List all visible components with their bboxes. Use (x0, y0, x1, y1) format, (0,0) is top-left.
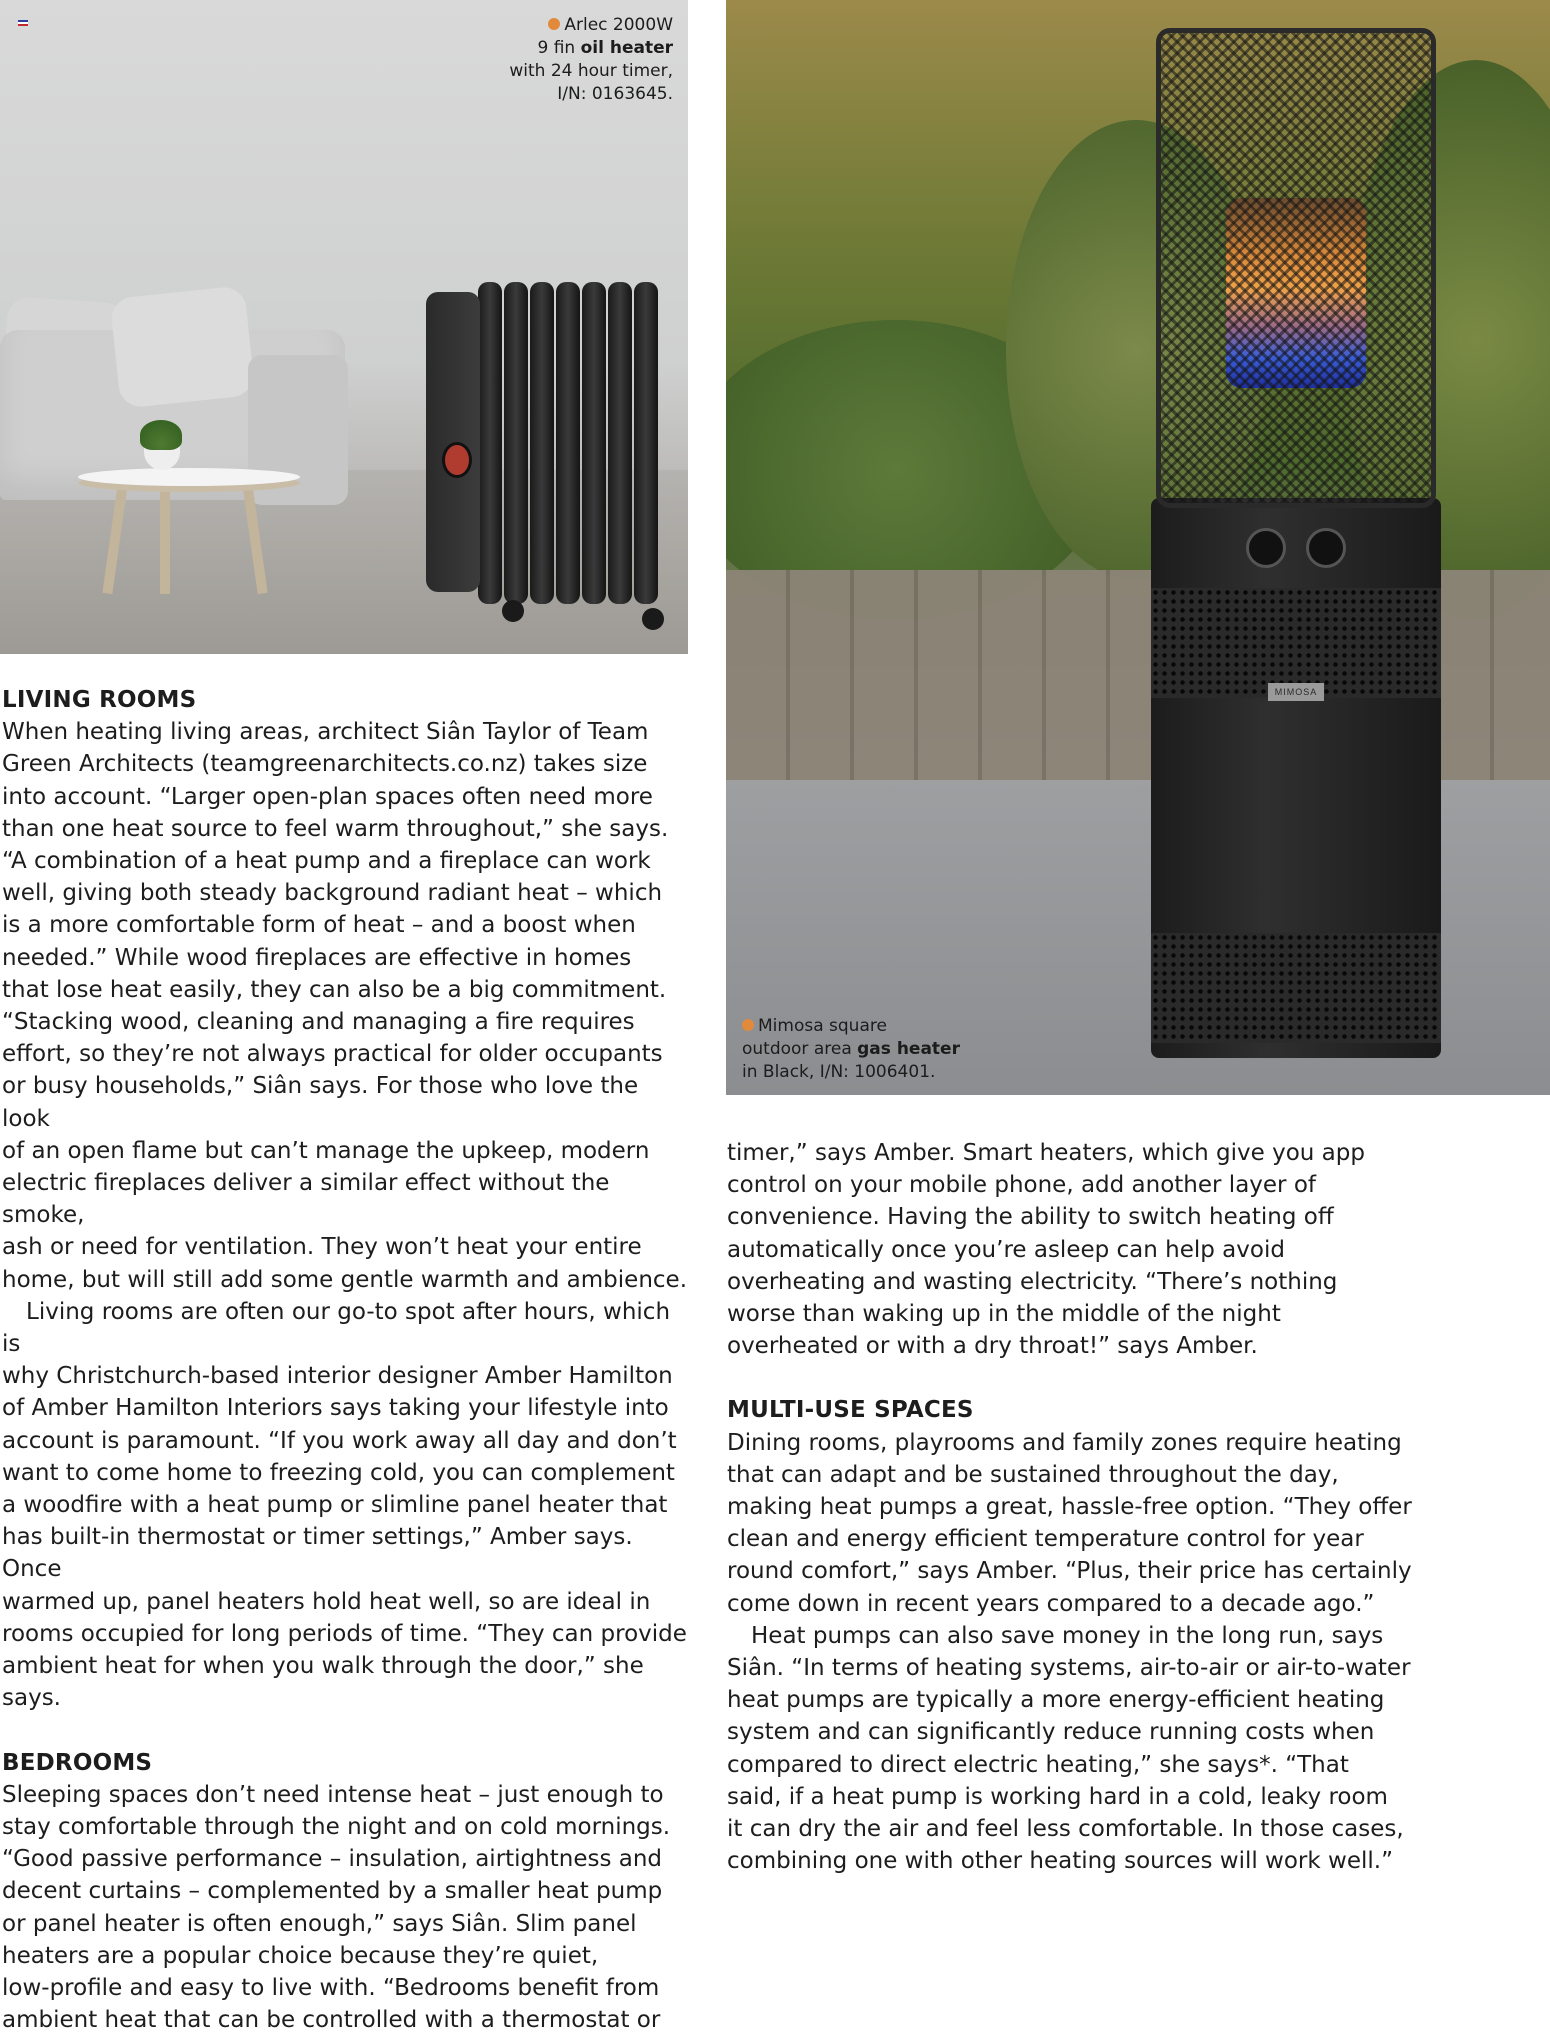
table-leg (160, 484, 170, 594)
section-heading-bedrooms: BEDROOMS (2, 1749, 153, 1776)
oil-heater-caption (509, 14, 673, 106)
caption-item-number: I/N: 0163645. (557, 84, 673, 104)
heater-knob (1306, 528, 1346, 568)
heater-fin (556, 282, 580, 604)
left-text-column (2, 684, 692, 2036)
bullet-dot-icon (548, 18, 560, 30)
caption-product-type: oil heater (580, 38, 673, 58)
body-paragraph: timer,” says Amber. Smart heaters, which give you app control on your mobile phone, add another layer of convenience. Having the ability to switch heating off automatically once you’re asleep can help avoid overheating and wasting electricity. “There’s nothing worse than waking up in the middle of the night overheated or with a dry throat!” says Amber. (727, 1140, 1365, 1360)
heater-fin (530, 282, 554, 604)
section-heading-living-rooms: LIVING ROOMS (2, 687, 197, 713)
spacer (727, 1362, 1417, 1394)
heater-fin (582, 282, 606, 604)
body-paragraph: Sleeping spaces don’t need intense heat – just enough to stay comfortable through the night and on cold mornings. “Good passive performance – insulation, airtightness and decent curtains – complemented by a smaller heat pump or panel heater is often enough,” says Siân. Slim panel heaters are a popular choice because they’re quiet, low-profile and easy to live with. “Bedrooms benefit from ambient heat that can be controlled with a thermostat or (2, 1781, 671, 2034)
sofa-cushion (110, 285, 256, 409)
side-table (78, 468, 300, 486)
body-paragraph: Dining rooms, playrooms and family zones require heating that can adapt and be sustained throughout the day, making heat pumps a great, hassle-free option. “They offer clean and energy efficient temperature control for year round comfort,” says Amber. “Plus, their price has certainly come down in recent years compared to a decade ago.” (727, 1429, 1412, 1617)
section-heading-multi-use-spaces: MULTI-USE SPACES (727, 1397, 974, 1424)
heater-fin (504, 282, 528, 604)
heater-mesh (1156, 28, 1436, 508)
body-paragraph: Living rooms are often our go-to spot after hours, which is why Christchurch-based interior designer Amber Hamilton of Amber Hamilton Interiors says taking your lifestyle into account is paramount. “If you work away all day and don’t want to come home to freezing cold, you can complement a woodfire with a heat pump or slimline panel heater that has built-in thermostat or timer settings,” Amber says. Once warmed up, panel heaters hold heat well, so are ideal in rooms occupied for long periods of time. “They can provide ambient heat for when you walk through the door,” she says. (2, 1298, 687, 1712)
heater-fin (608, 282, 632, 604)
right-text-column (727, 1137, 1417, 1877)
caption-product-type: gas heater (857, 1039, 960, 1059)
caption-line: with 24 hour timer, (509, 61, 673, 81)
heater-fin (478, 282, 502, 604)
heater-vent (1151, 588, 1441, 698)
caption-line: Arlec 2000W (564, 15, 673, 35)
gas-heater (1146, 28, 1446, 1058)
caption-line: outdoor area (742, 1039, 858, 1059)
heater-fin (634, 282, 658, 604)
spacer (2, 1715, 692, 1747)
heater-knob (1246, 528, 1286, 568)
body-paragraph: Heat pumps can also save money in the long run, says Siân. “In terms of heating systems, air-to-air or air-to-water heat pumps are typically a more energy-efficient heating system and can significantly reduce running costs when compared to direct electric heating,” she says*. “That said, if a heat pump is working hard in a cold, leaky room it can dry the air and feel less comfortable. In those cases, combining one with other heating sources will work well.” (727, 1622, 1411, 1875)
caption-item-number: in Black, I/N: 1006401. (742, 1062, 936, 1082)
heater-wheel (642, 608, 664, 630)
bullet-dot-icon (742, 1019, 754, 1031)
body-paragraph: When heating living areas, architect Siân Taylor of Team Green Architects (teamgreenarchitects.co.nz) takes size into account. “Larger open-plan spaces often need more than one heat source to feel warm throughout,” she says. “A combination of a heat pump and a fireplace can work well, giving both steady background radiant heat – which is a more comfortable form of heat – and a boost when needed.” While wood fireplaces are effective in homes that lose heat easily, they can also be a big commitment. “Stacking wood, cleaning and managing a fire requires effort, so they’re not always practical for older occupants or busy households,” Siân says. For those who love the look of an open flame but can’t manage the upkeep, modern electric fireplaces deliver a similar effect without the smoke, ash or need for ventilation. They won’t heat your entire home, but will still add some gentle warmth and ambience. (2, 719, 688, 1293)
caption-line: 9 fin (537, 38, 581, 58)
brand-label: MIMOSA (1268, 683, 1324, 701)
gas-heater-photo (726, 0, 1550, 1095)
heater-vent (1151, 933, 1441, 1043)
gas-heater-caption (742, 1015, 960, 1084)
oil-heater (426, 282, 682, 612)
caption-line: Mimosa square (758, 1016, 887, 1036)
heater-wheel (502, 600, 524, 622)
plant (140, 420, 182, 450)
heater-dial (442, 442, 472, 478)
nz-flag-icon (18, 20, 28, 26)
